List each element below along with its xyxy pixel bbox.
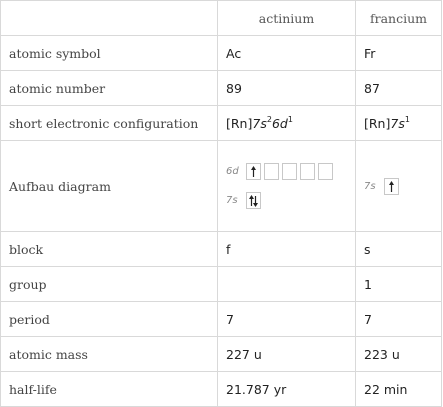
orbital-label: 6d <box>226 166 239 177</box>
francium-atomic-number: 87 <box>356 71 442 106</box>
orbital-boxes <box>246 163 333 180</box>
orbital-box <box>264 163 279 180</box>
row-label-aufbau-diagram: Aufbau diagram <box>1 141 218 232</box>
orbital-box <box>282 163 297 180</box>
electron-up-arrow-icon <box>385 179 398 194</box>
francium-atomic-symbol: Fr <box>356 36 442 71</box>
orbital-boxes <box>384 178 399 195</box>
orbital-row <box>364 178 433 195</box>
francium-block: s <box>356 232 442 267</box>
francium-atomic-mass: 223 u <box>356 337 442 372</box>
actinium-half-life: 21.787 yr <box>218 372 356 407</box>
config-s-exponent: 1 <box>404 114 410 124</box>
row-label-atomic-symbol: atomic symbol <box>1 36 218 71</box>
table-row <box>1 372 442 407</box>
row-label-short-configuration: short electronic configuration <box>1 106 218 141</box>
francium-group: 1 <box>356 267 442 302</box>
actinium-block: f <box>218 232 356 267</box>
table-row <box>1 267 442 302</box>
orbital-box <box>246 192 261 209</box>
actinium-aufbau-diagram <box>218 141 356 232</box>
orbital-boxes <box>246 192 261 209</box>
francium-half-life: 22 min <box>356 372 442 407</box>
table-row <box>1 36 442 71</box>
table-row <box>1 106 442 141</box>
row-label-half-life: half-life <box>1 372 218 407</box>
row-label-block: block <box>1 232 218 267</box>
orbital-label: 7s <box>226 195 238 206</box>
config-s-orbital: 7s <box>252 115 267 131</box>
electron-pair-arrows-icon <box>247 193 260 208</box>
orbital-row <box>226 192 347 209</box>
electron-up-arrow-icon <box>247 164 260 179</box>
table-row <box>1 302 442 337</box>
header-row <box>1 1 442 36</box>
aufbau-diagram <box>226 163 347 209</box>
table-row <box>1 141 442 232</box>
aufbau-diagram <box>364 178 433 195</box>
actinium-group <box>218 267 356 302</box>
orbital-row <box>226 163 347 180</box>
row-label-atomic-mass: atomic mass <box>1 337 218 372</box>
config-s-orbital: 7s <box>390 115 405 131</box>
francium-period: 7 <box>356 302 442 337</box>
row-label-period: period <box>1 302 218 337</box>
francium-short-configuration <box>356 106 442 141</box>
orbital-box <box>300 163 315 180</box>
orbital-box <box>318 163 333 180</box>
orbital-box <box>384 178 399 195</box>
table-row <box>1 232 442 267</box>
actinium-atomic-symbol: Ac <box>218 36 356 71</box>
config-d-exponent: 1 <box>287 114 293 124</box>
config-core: [Rn] <box>226 115 253 131</box>
table-row <box>1 71 442 106</box>
francium-aufbau-diagram <box>356 141 442 232</box>
actinium-short-configuration <box>218 106 356 141</box>
corner-cell <box>1 1 218 36</box>
actinium-period: 7 <box>218 302 356 337</box>
actinium-atomic-number: 89 <box>218 71 356 106</box>
orbital-box <box>246 163 261 180</box>
table-row <box>1 337 442 372</box>
column-header-francium: francium <box>356 1 442 36</box>
config-core: [Rn] <box>364 115 391 131</box>
orbital-label: 7s <box>364 180 376 192</box>
config-s-exponent: 2 <box>266 114 272 124</box>
column-header-actinium: actinium <box>218 1 356 36</box>
row-label-atomic-number: atomic number <box>1 71 218 106</box>
config-d-orbital: 6d <box>271 115 288 131</box>
row-label-group: group <box>1 267 218 302</box>
actinium-atomic-mass: 227 u <box>218 337 356 372</box>
